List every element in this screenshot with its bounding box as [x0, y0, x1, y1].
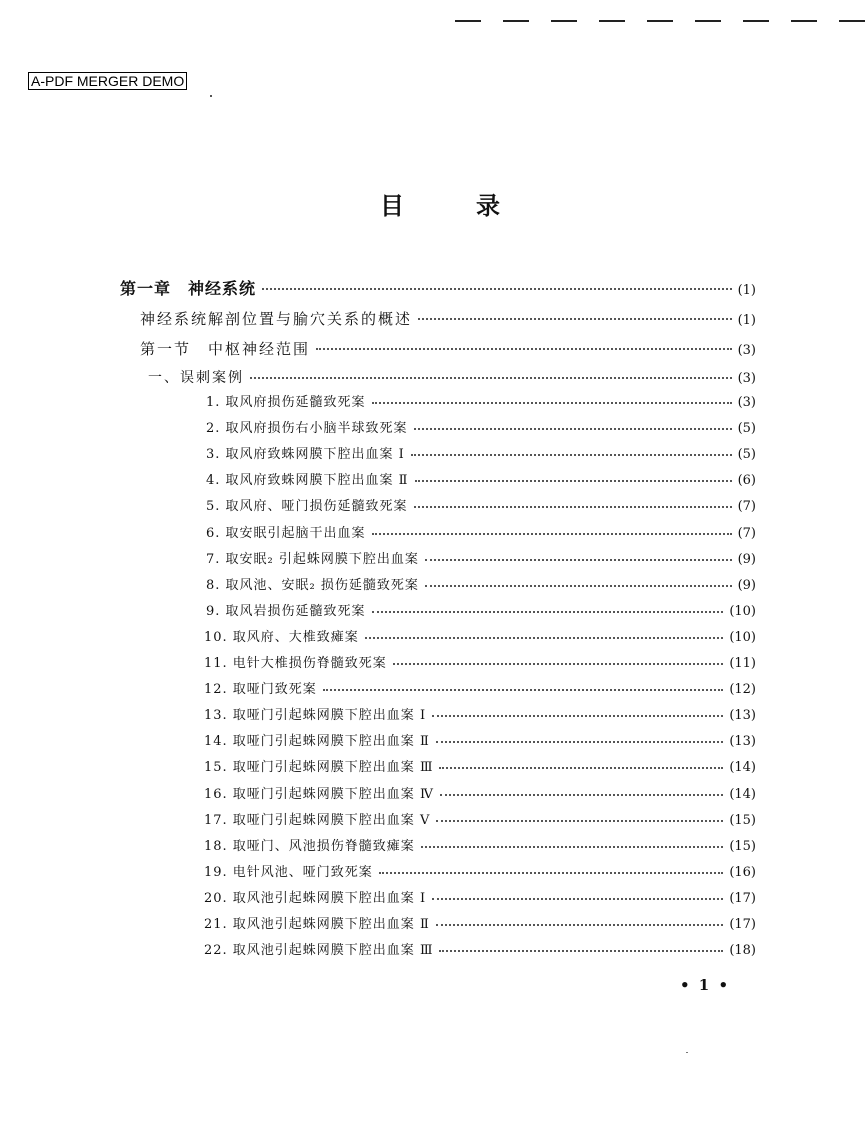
toc-leader-dots	[418, 318, 732, 320]
toc-entry-page: (5)	[737, 421, 756, 437]
toc-entry-label: 17. 取哑门引起蛛网膜下腔出血案 Ⅴ	[204, 812, 431, 828]
toc-entry-label: 19. 电针风池、哑门致死案	[204, 864, 373, 880]
toc-leader-dots	[432, 898, 723, 900]
toc-leader-dots	[425, 559, 732, 561]
toc-entry	[206, 576, 756, 596]
toc-leader-dots	[393, 663, 724, 665]
toc-entry-page: (5)	[737, 447, 756, 463]
toc-entry-label: 16. 取哑门引起蛛网膜下腔出血案 Ⅳ	[204, 786, 434, 802]
toc-entry	[204, 785, 756, 805]
toc-leader-dots	[323, 689, 724, 691]
toc-entry-page: (14)	[729, 760, 756, 776]
toc-leader-dots	[262, 288, 732, 290]
toc-entry-page: (7)	[737, 499, 756, 515]
toc-leader-dots	[436, 820, 723, 822]
toc-entry-label: 18. 取哑门、风池损伤脊髓致瘫案	[204, 838, 415, 854]
toc-entry-page: (1)	[737, 283, 756, 298]
toc-leader-dots	[439, 950, 723, 952]
toc-entry-label: 11. 电针大椎损伤脊髓致死案	[204, 656, 387, 671]
toc-leader-dots	[365, 637, 724, 639]
toc-entry-label: 5. 取风府、哑门损伤延髓致死案	[206, 499, 408, 515]
toc-entry-page: (9)	[737, 551, 756, 567]
toc-leader-dots	[436, 741, 724, 743]
toc-entry	[204, 706, 756, 726]
toc-entry-page: (1)	[737, 313, 756, 328]
toc-entry-page: (17)	[729, 890, 756, 906]
toc-entry	[204, 654, 756, 674]
toc-entry-page: (13)	[729, 734, 756, 750]
toc-leader-dots	[436, 924, 724, 926]
toc-entry	[140, 309, 756, 329]
toc-entry-label: 9. 取风岩损伤延髓致死案	[206, 603, 366, 619]
toc-leader-dots	[432, 715, 723, 717]
toc-entry	[206, 524, 756, 544]
toc-entry	[120, 279, 756, 299]
toc-entry-page: (3)	[737, 343, 756, 358]
toc-leader-dots	[379, 872, 724, 874]
toc-entry-page: (15)	[729, 838, 756, 854]
toc-entry	[204, 732, 756, 752]
toc-entry-label: 14. 取哑门引起蛛网膜下腔出血案 Ⅱ	[204, 734, 430, 750]
toc-entry	[204, 811, 756, 831]
toc-entry	[204, 628, 756, 648]
title-char-2: 录	[476, 191, 500, 220]
toc-entry-label: 神经系统解剖位置与腧穴关系的概述	[140, 310, 413, 328]
toc-entry-page: (13)	[729, 708, 756, 724]
toc-entry-page: (15)	[729, 812, 756, 828]
toc-entry	[206, 497, 756, 517]
toc-entry-page: (17)	[729, 917, 756, 932]
toc-entry	[206, 602, 756, 622]
toc-entry-label: 2. 取风府损伤右小脑半球致死案	[206, 421, 408, 437]
toc-leader-dots	[440, 794, 723, 796]
toc-entry-label: 8. 取风池、安眠₂ 损伤延髓致死案	[206, 577, 419, 593]
toc-entry	[204, 915, 756, 935]
toc-entry-page: (3)	[737, 395, 756, 410]
title-char-1: 目	[380, 191, 404, 220]
toc-entry	[204, 680, 756, 700]
toc-entry-page: (14)	[729, 786, 756, 802]
toc-entry-page: (9)	[737, 577, 756, 593]
toc-entry	[204, 758, 756, 778]
toc-entry-label: 1. 取风府损伤延髓致死案	[206, 395, 366, 410]
toc-leader-dots	[421, 846, 724, 848]
toc-entry	[206, 550, 756, 570]
toc-entry-label: 20. 取风池引起蛛网膜下腔出血案 Ⅰ	[204, 890, 427, 906]
toc-entry-label: 一、误刺案例	[148, 370, 244, 386]
toc-entry-page: (10)	[729, 603, 756, 619]
scan-speck	[686, 1052, 688, 1053]
toc-leader-dots	[414, 428, 732, 430]
toc-entry-label: 15. 取哑门引起蛛网膜下腔出血案 Ⅲ	[204, 760, 434, 776]
toc-entry-page: (16)	[729, 864, 756, 880]
toc-leader-dots	[372, 402, 732, 404]
toc-leader-dots	[439, 767, 723, 769]
toc-entry-label: 第一节 中枢神经范围	[140, 340, 311, 358]
toc-leader-dots	[372, 611, 724, 613]
toc-leader-dots	[316, 348, 732, 350]
toc-entry-label: 6. 取安眠引起脑干出血案	[206, 525, 366, 541]
toc-entry-label: 3. 取风府致蛛网膜下腔出血案 Ⅰ	[206, 447, 405, 463]
toc-entry	[206, 393, 756, 413]
toc-entry	[140, 339, 756, 359]
toc-entry-label: 12. 取哑门致死案	[204, 682, 317, 698]
toc-entry-label: 10. 取风府、大椎致瘫案	[204, 629, 359, 645]
toc-entry-label: 4. 取风府致蛛网膜下腔出血案 Ⅱ	[206, 473, 409, 489]
toc-entry-label: 21. 取风池引起蛛网膜下腔出血案 Ⅱ	[204, 917, 430, 932]
toc-leader-dots	[372, 533, 732, 535]
toc-entry-label: 7. 取安眠₂ 引起蛛网膜下腔出血案	[206, 551, 419, 567]
toc-entry	[206, 445, 756, 465]
toc-entry-label: 第一章 神经系统	[120, 279, 257, 298]
toc-entry	[204, 889, 756, 909]
toc-leader-dots	[411, 454, 732, 456]
toc-entry-label: 22. 取风池引起蛛网膜下腔出血案 Ⅲ	[204, 943, 434, 959]
toc-entry	[206, 419, 756, 439]
toc-entry-page: (7)	[737, 525, 756, 541]
toc-entry	[206, 471, 756, 491]
toc-entry-page: (6)	[737, 473, 756, 489]
toc-entry	[204, 941, 756, 961]
toc-entry	[148, 368, 756, 388]
toc-leader-dots	[425, 585, 732, 587]
page-number: • 1 •	[680, 976, 731, 994]
toc-leader-dots	[250, 377, 732, 379]
toc-entry	[204, 837, 756, 857]
toc-entry-page: (18)	[729, 943, 756, 959]
toc-entry-page: (10)	[729, 629, 756, 645]
toc-leader-dots	[414, 506, 732, 508]
toc-entry	[204, 863, 756, 883]
toc-leader-dots	[415, 480, 732, 482]
toc-entry-label: 13. 取哑门引起蛛网膜下腔出血案 Ⅰ	[204, 708, 427, 724]
watermark-label: A-PDF MERGER DEMO	[28, 72, 187, 90]
toc-entry-page: (3)	[737, 371, 756, 386]
toc-entry-page: (12)	[729, 682, 756, 698]
toc-entry-page: (11)	[729, 656, 756, 671]
